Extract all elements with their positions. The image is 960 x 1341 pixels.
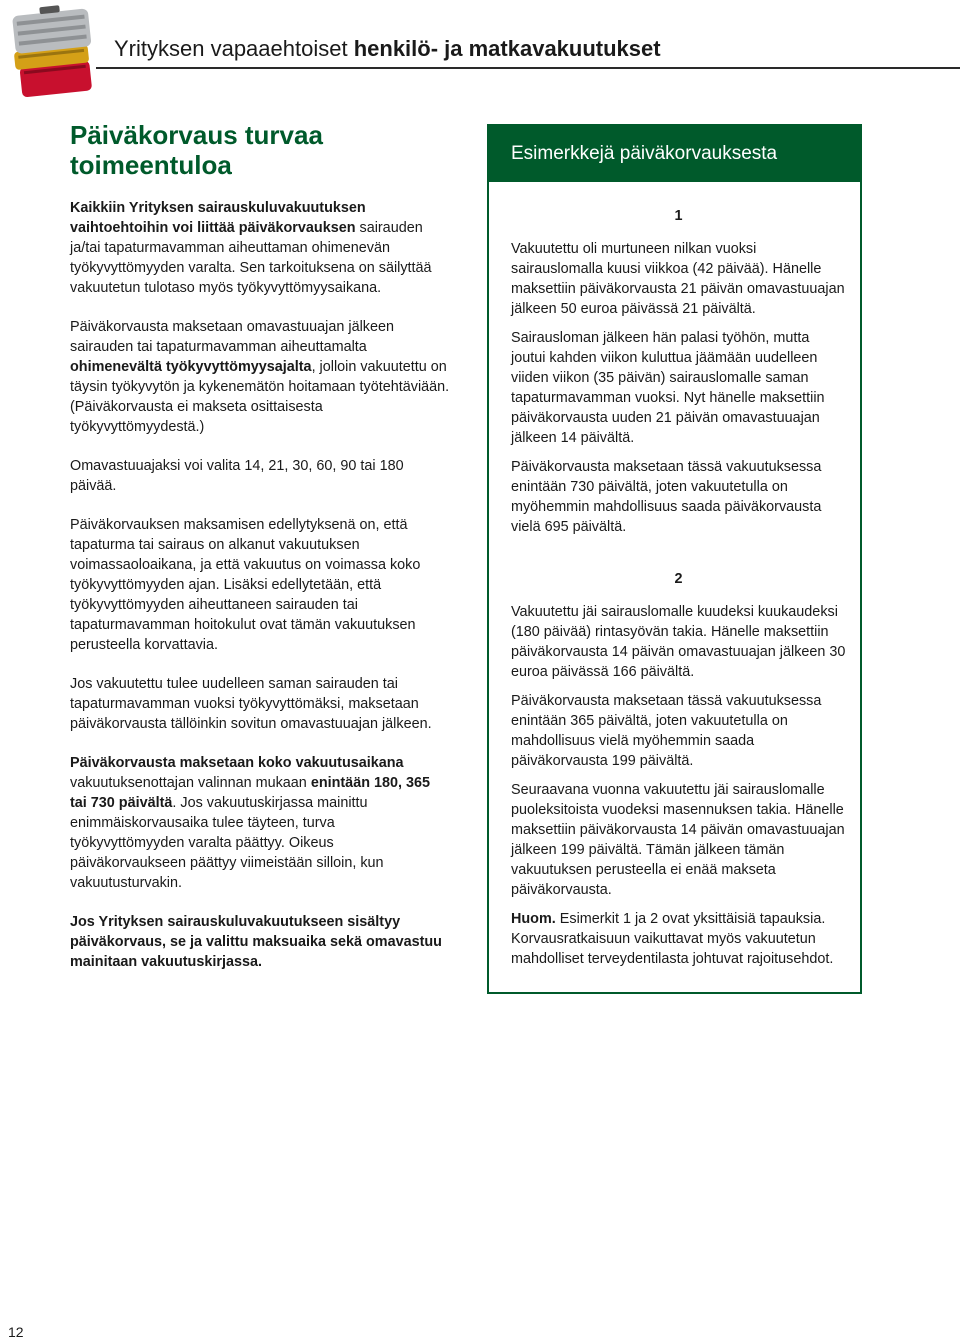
recurrence-paragraph: Jos vakuutettu tulee uudelleen saman sairauden tai tapaturmavamman vuoksi työkyvyttömäksi, maksetaan päiväkorvausta tällöinkin sovitun omavastuuajan jälkeen. [70, 676, 432, 732]
policy-paragraph [70, 912, 450, 972]
page-number: 12 [8, 1324, 24, 1340]
payment-text-2: , jolloin vakuutettu on täysin työkyvytön ja kykenemätön hoitamaan työtehtäviään. (Päiväkorvausta ei makseta osittaisesta työkyvyttömyydestä.) [70, 359, 450, 435]
payment-text-1: Päiväkorvausta maksetaan omavastuuajan jälkeen sairauden tai tapaturmavamman aiheuttamalta [70, 319, 394, 355]
example-1-paragraph-3: Päiväkorvausta maksetaan tässä vakuutuksessa enintään 730 päivältä, joten vakuutetulla on myöhemmin mahdollisuus saada päiväkorvausta vielä 695 päivältä. [511, 459, 822, 535]
intro-bold: Kaikkiin Yrityksen sairauskuluvakuutuksen vaihtoehtoihin voi liittää päiväkorvauksen [70, 200, 366, 236]
deductible-paragraph: Omavastuuajaksi voi valita 14, 21, 30, 60, 90 tai 180 päivää. [70, 458, 404, 494]
note-label: Huom. [511, 911, 556, 927]
example-2-paragraph-3: Seuraavana vuonna vakuutettu jäi sairauslomalle puoleksitoista vuodeksi masennuksen takia. Hänelle maksettiin päiväkorvausta 14 päivän omavastuuajan jälkeen 199 päivältä. Tämän jälkeen tämän vakuutuksen perusteella ei enää makseta päiväkorvausta. [511, 782, 845, 898]
header-rule [96, 67, 960, 69]
examples-title: Esimerkkejä päiväkorvauksesta [489, 126, 860, 182]
main-text [70, 198, 450, 991]
duration-paragraph [70, 753, 450, 893]
intro-text: sairauden ja/tai tapaturmavamman aiheuttaman ohimenevän työkyvyttömyyden varalta. Sen tarkoituksena on säilyttää vakuutetun tulotaso myös työkyvyttömyysaikana. [70, 220, 432, 296]
payment-bold: ohimenevältä työkyvyttömyysajalta [70, 359, 312, 375]
example-2-paragraph-2: Päiväkorvausta maksetaan tässä vakuutuksessa enintään 365 päivältä, joten vakuutetulla on mahdollisuus vielä myöhemmin saada päiväkorvausta 199 päivältä. [511, 693, 822, 769]
header-title [114, 36, 661, 62]
intro-paragraph [70, 198, 450, 298]
example-1-paragraph-1: Vakuutettu oli murtuneen nilkan vuoksi sairauslomalla kuusi viikkoa (42 päivää). Hänelle maksettiin päiväkorvausta 21 päivän omavastuuajan jälkeen 50 euroa päivässä 21 päivältä. [511, 241, 845, 317]
duration-text-2: . Jos vakuutuskirjassa mainittu enimmäiskorvausaika tulee täyteen, turva työkyvyttömyyden varalta päättyy. Oikeus päiväkorvaukseen päättyy viimeistään silloin, kun vakuutusturvakin. [70, 795, 384, 891]
example-1-number: 1 [674, 208, 683, 224]
policy-bold: Jos Yrityksen sairauskuluvakuutukseen sisältyy päiväkorvaus, se ja valittu maksuaika sekä omavastuu mainitaan vakuutuskirjassa. [70, 914, 442, 970]
duration-bold-2: enintään 180, 365 tai 730 päivältä [70, 775, 430, 811]
example-2-number: 2 [674, 571, 683, 587]
example-2-paragraph-1: Vakuutettu jäi sairauslomalle kuudeksi kuukaudeksi (180 päivää) rintasyövän takia. Hänelle maksettiin päiväkorvausta 14 päivän omavastuuajan jälkeen 30 euroa päivässä 166 päivältä. [511, 604, 846, 680]
duration-bold-1: Päiväkorvausta maksetaan koko vakuutusaikana [70, 755, 404, 771]
examples-body [489, 182, 860, 969]
note-paragraph [511, 909, 846, 969]
duration-text-1: vakuutuksenottajan valinnan mukaan [70, 775, 311, 791]
payment-paragraph [70, 317, 450, 437]
examples-box [487, 124, 862, 994]
conditions-paragraph: Päiväkorvauksen maksamisen edellytyksenä on, että tapaturma tai sairaus on alkanut vakuutuksen voimassaoloaikana, ja että vakuutus on voimassa koko työkyvyttömyyden ajan. Lisäksi edellytetään, että työkyvyttömyyden aiheuttaneen sairauden tai tapaturmavamman hoitokulut ovat tämän vakuutuksen perusteella korvattavia. [70, 517, 421, 653]
header-title-normal: Yrityksen vapaaehtoiset [114, 36, 354, 61]
note-text: Esimerkit 1 ja 2 ovat yksittäisiä tapauksia. Korvausratkaisuun vaikuttavat myös vakuutetun mahdolliset terveydentilasta johtuvat rajoitusehdot. [511, 911, 834, 967]
page-title: Päiväkorvaus turvaa toimeentuloa [70, 120, 323, 180]
suitcases-icon [8, 2, 100, 102]
example-1-paragraph-2: Sairausloman jälkeen hän palasi työhön, mutta joutui kahden viikon kuluttua jäämään uudelleen viiden viikon (35 päivän) sairauslomalle saman tapaturmavamman vuoksi. Nyt hänelle maksettiin päiväkorvausta uuden 21 päivän omavastuuajan jälkeen 14 päivältä. [511, 330, 825, 446]
header-title-bold: henkilö- ja matkavakuutukset [353, 36, 661, 61]
